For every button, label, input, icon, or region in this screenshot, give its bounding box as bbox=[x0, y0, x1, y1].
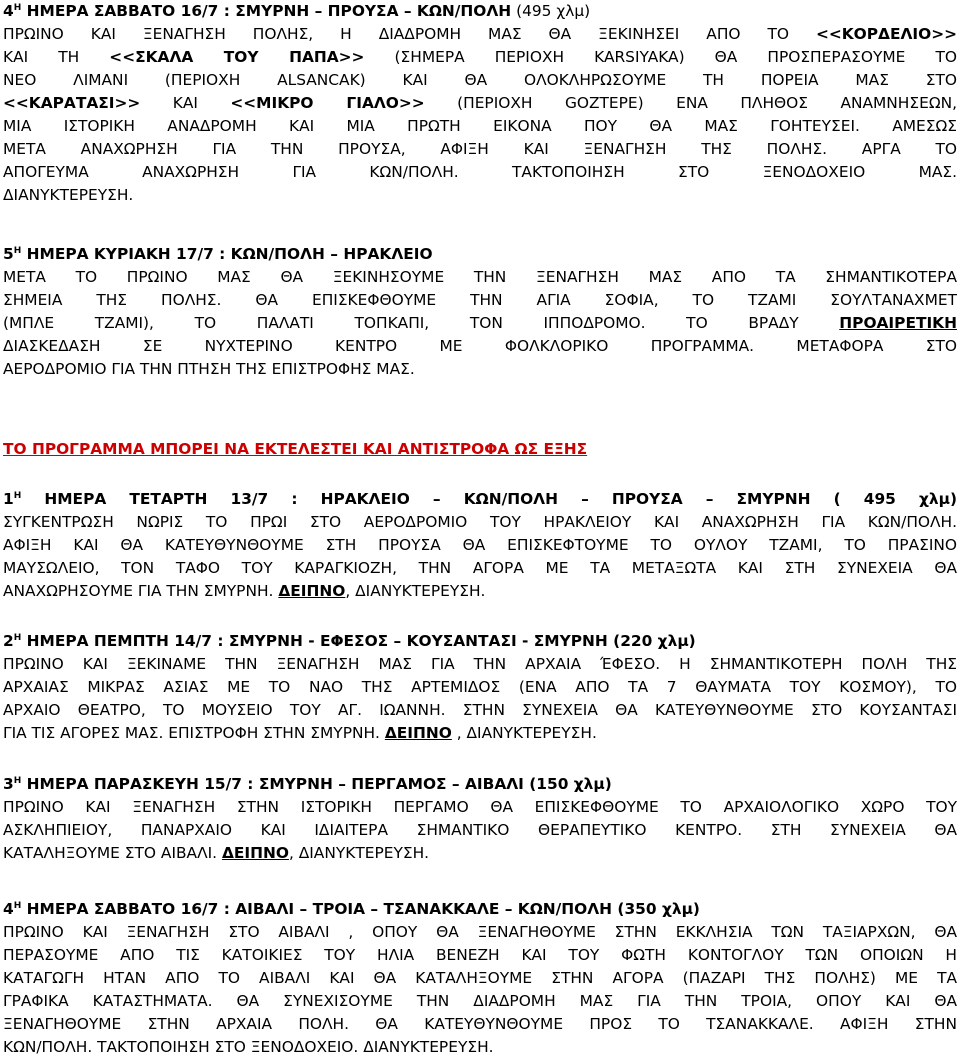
day4-line-8: ΔΙΑΝΥΚΤΕΡΕΥΣΗ. bbox=[3, 186, 134, 204]
reverse-day1-line-3: ΜΑΥΣΩΛΕΙΟ, ΤΟΝ ΤΑΦΟ ΤΟΥ ΚΑΡΑΓΚΙΟΖΗ, ΤΗΝ ΑΓΟΡΑ ΜΕ ΤΑ ΜΕΤΑΞΩΤΑ ΚΑΙ ΣΤΗ ΣΥΝΕΧΕΙΑ ΘΑ bbox=[3, 559, 957, 577]
reverse-notice: ΤΟ ΠΡΟΓΡΑΜΜΑ ΜΠΟΡΕΙ ΝΑ ΕΚΤΕΛΕΣΤΕΙ ΚΑΙ ΑΝΤΙΣΤΡΟΦΑ ΩΣ ΕΞΗΣ bbox=[3, 440, 588, 458]
reverse-notice-section bbox=[3, 438, 957, 461]
reverse-day4-line-2: ΠΕΡΑΣΟΥΜΕ ΑΠΟ ΤΙΣ ΚΑΤΟΙΚΙΕΣ ΤΟΥ ΗΛΙΑ ΒΕΝΕΖΗ ΚΑΙ ΤΟΥ ΦΩΤΗ ΚΟΝΤΟΓΛΟΥ ΤΩΝ ΟΠΟΙΩΝ Η bbox=[3, 946, 957, 964]
reverse-day4-line-4: ΓΡΑΦΙΚΑ ΚΑΤΑΣΤΗΜΑΤΑ. ΘΑ ΣΥΝΕΧΙΣΟΥΜΕ ΤΗΝ ΔΙΑΔΡΟΜΗ ΜΑΣ ΓΙΑ ΤΗΝ ΤΡΟΙΑ, ΟΠΟΥ ΚΑΙ ΘΑ bbox=[3, 992, 957, 1010]
day4-line-1: ΠΡΩΙΝΟ ΚΑΙ ΞΕΝΑΓΗΣΗ ΠΟΛΗΣ, Η ΔΙΑΔΡΟΜΗ ΜΑΣ ΘΑ ΞΕΚΙΝΗΣΕΙ ΑΠΟ ΤΟ <<ΚΟΡΔΕΛΙΟ>> bbox=[3, 25, 957, 43]
day5-line-2: ΣΗΜΕΙΑ ΤΗΣ ΠΟΛΗΣ. ΘΑ ΕΠΙΣΚΕΦΘΟΥΜΕ ΤΗΝ ΑΓΙΑ ΣΟΦΙΑ, ΤΟ ΤΖΑΜΙ ΣΟΥΛΤΑΝΑΧΜΕΤ bbox=[3, 291, 957, 309]
day4-line-7: ΑΠΟΓΕΥΜΑ ΑΝΑΧΩΡΗΣΗ ΓΙΑ ΚΩΝ/ΠΟΛΗ. ΤΑΚΤΟΠΟΙΗΣΗ ΣΤΟ ΞΕΝΟΔΟΧΕΙΟ ΜΑΣ. bbox=[3, 163, 957, 181]
reverse-day2-heading: $2^H$ ΗΜΕΡΑ ΠΕΜΠΤΗ 14/7 : ΣΜΥΡΝΗ - ΕΦΕΣΟΣ – ΚΟΥΣΑΝΤΑΣΙ - ΣΜΥΡΝΗ (220 χλμ) bbox=[3, 632, 696, 650]
day4-line-2: ΚΑΙ ΤΗ <<ΣΚΑΛΑ ΤΟΥ ΠΑΠΑ>> (ΣΗΜΕΡΑ ΠΕΡΙΟΧΗ KARSIYAKA) ΘΑ ΠΡΟΣΠΕΡΑΣΟΥΜΕ ΤΟ bbox=[3, 48, 957, 66]
reverse-day4-line-1: ΠΡΩΙΝΟ ΚΑΙ ΞΕΝΑΓΗΣΗ ΣΤΟ ΑΙΒΑΛΙ , ΟΠΟΥ ΘΑ ΞΕΝΑΓΗΘΟΥΜΕ ΣΤΗΝ ΕΚΚΛΗΣΙΑ ΤΩΝ ΤΑΞΙΑΡΧΩΝ, ΘΑ bbox=[3, 923, 957, 941]
reverse-day4-heading: $4^H$ ΗΜΕΡΑ ΣΑΒΒΑΤΟ 16/7 : ΑΙΒΑΛΙ – ΤΡΟΙΑ – ΤΣΑΝΑΚΚΑΛΕ – ΚΩΝ/ΠΟΛΗ (350 χλμ) bbox=[3, 900, 700, 918]
day5-line-4: ΔΙΑΣΚΕΔΑΣΗ ΣΕ ΝΥΧΤΕΡΙΝΟ ΚΕΝΤΡΟ ΜΕ ΦΟΛΚΛΟΡΙΚΟ ΠΡΟΓΡΑΜΜΑ. ΜΕΤΑΦΟΡΑ ΣΤΟ bbox=[3, 337, 957, 355]
reverse-day4-line-6: ΚΩΝ/ΠΟΛΗ. ΤΑΚΤΟΠΟΙΗΣΗ ΣΤΟ ΞΕΝΟΔΟΧΕΙΟ. ΔΙΑΝΥΚΤΕΡΕΥΣΗ. bbox=[3, 1038, 494, 1056]
reverse-day4-line-5: ΞΕΝΑΓΗΘΟΥΜΕ ΣΤΗΝ ΑΡΧΑΙΑ ΠΟΛΗ. ΘΑ ΚΑΤΕΥΘΥΝΘΟΥΜΕ ΠΡΟΣ ΤΟ ΤΣΑΝΑΚΚΑΛΕ. ΑΦΙΞΗ ΣΤΗΝ bbox=[3, 1015, 957, 1033]
day5-line-3: (ΜΠΛΕ ΤΖΑΜΙ), ΤΟ ΠΑΛΑΤΙ ΤΟΠΚΑΠΙ, ΤΟΝ ΙΠΠΟΔΡΟΜΟ. ΤΟ ΒΡΑΔΥ ΠΡΟΑΙΡΕΤΙΚΗ bbox=[3, 314, 957, 332]
reverse-day1-line-4: ΑΝΑΧΩΡΗΣΟΥΜΕ ΓΙΑ ΤΗΝ ΣΜΥΡΝΗ. ΔΕΙΠΝΟ, ΔΙΑΝΥΚΤΕΡΕΥΣΗ. bbox=[3, 582, 486, 600]
reverse-day4-section bbox=[3, 898, 957, 1059]
reverse-day1-line-1: ΣΥΓΚΕΝΤΡΩΣΗ ΝΩΡΙΣ ΤΟ ΠΡΩΙ ΣΤΟ ΑΕΡΟΔΡΟΜΙΟ ΤΟΥ ΗΡΑΚΛΕΙΟΥ ΚΑΙ ΑΝΑΧΩΡΗΣΗ ΓΙΑ ΚΩΝ/ΠΟΛΗ. bbox=[3, 513, 957, 531]
reverse-day2-line-3: ΑΡΧΑΙΟ ΘΕΑΤΡΟ, ΤΟ ΜΟΥΣΕΙΟ ΤΟΥ ΑΓ. ΙΩΑΝΝΗ. ΣΤΗΝ ΣΥΝΕΧΕΙΑ ΘΑ ΚΑΤΕΥΘΥΝΘΟΥΜΕ ΣΤΟ ΚΟΥΣΑΝΤΑΣΙ bbox=[3, 701, 957, 719]
day5-line-5: ΑΕΡΟΔΡΟΜΙΟ ΓΙΑ ΤΗΝ ΠΤΗΣΗ ΤΗΣ ΕΠΙΣΤΡΟΦΗΣ ΜΑΣ. bbox=[3, 360, 415, 378]
reverse-day2-line-1: ΠΡΩΙΝΟ ΚΑΙ ΞΕΚΙΝΑΜΕ ΤΗΝ ΞΕΝΑΓΗΣΗ ΜΑΣ ΓΙΑ ΤΗΝ ΑΡΧΑΙΑ ΈΦΕΣΟ. Η ΣΗΜΑΝΤΙΚΟΤΕΡΗ ΠΟΛΗ ΤΗΣ bbox=[3, 655, 957, 673]
reverse-day3-line-2: ΑΣΚΛΗΠΙΕΙΟΥ, ΠΑΝΑΡΧΑΙΟ ΚΑΙ ΙΔΙΑΙΤΕΡΑ ΣΗΜΑΝΤΙΚΟ ΘΕΡΑΠΕΥΤΙΚΟ ΚΕΝΤΡΟ. ΣΤΗ ΣΥΝΕΧΕΙΑ ΘΑ bbox=[3, 821, 957, 839]
day4-line-3: ΝΕΟ ΛΙΜΑΝΙ (ΠΕΡΙΟΧΗ ALSANCAK) ΚΑΙ ΘΑ ΟΛΟΚΛΗΡΩΣΟΥΜΕ ΤΗ ΠΟΡΕΙΑ ΜΑΣ ΣΤΟ bbox=[3, 71, 957, 89]
day4-section bbox=[3, 0, 957, 207]
day5-section bbox=[3, 243, 957, 381]
reverse-day2-line-4: ΓΙΑ ΤΙΣ ΑΓΟΡΕΣ ΜΑΣ. ΕΠΙΣΤΡΟΦΗ ΣΤΗΝ ΣΜΥΡΝΗ. ΔΕΙΠΝΟ , ΔΙΑΝΥΚΤΕΡΕΥΣΗ. bbox=[3, 724, 597, 742]
day4-line-4: <<ΚΑΡΑΤΑΣΙ>> ΚΑΙ <<ΜΙΚΡΟ ΓΙΑΛΟ>> (ΠΕΡΙΟΧΗ GOZTEPE) ΕΝΑ ΠΛΗΘΟΣ ΑΝΑΜΝΗΣΕΩΝ, bbox=[3, 94, 957, 112]
reverse-day2-line-2: ΑΡΧΑΙΑΣ ΜΙΚΡΑΣ ΑΣΙΑΣ ΜΕ ΤΟ ΝΑΟ ΤΗΣ ΑΡΤΕΜΙΔΟΣ (ΕΝΑ ΑΠΟ ΤΑ 7 ΘΑΥΜΑΤΑ ΤΟΥ ΚΟΣΜΟΥ), ΤΟ bbox=[3, 678, 957, 696]
reverse-day3-line-1: ΠΡΩΙΝΟ ΚΑΙ ΞΕΝΑΓΗΣΗ ΣΤΗΝ ΙΣΤΟΡΙΚΗ ΠΕΡΓΑΜΟ ΘΑ ΕΠΙΣΚΕΦΘΟΥΜΕ ΤΟ ΑΡΧΑΙΟΛΟΓΙΚΟ ΧΩΡΟ ΤΟΥ bbox=[3, 798, 957, 816]
reverse-day3-line-3: ΚΑΤΑΛΗΞΟΥΜΕ ΣΤΟ ΑΙΒΑΛΙ. ΔΕΙΠΝΟ, ΔΙΑΝΥΚΤΕΡΕΥΣΗ. bbox=[3, 844, 430, 862]
day4-line-6: ΜΕΤΑ ΑΝΑΧΩΡΗΣΗ ΓΙΑ ΤΗΝ ΠΡΟΥΣΑ, ΑΦΙΞΗ ΚΑΙ ΞΕΝΑΓΗΣΗ ΤΗΣ ΠΟΛΗΣ. ΑΡΓΑ ΤΟ bbox=[3, 140, 957, 158]
reverse-day1-line-2: ΑΦΙΞΗ ΚΑΙ ΘΑ ΚΑΤΕΥΘΥΝΘΟΥΜΕ ΣΤΗ ΠΡΟΥΣΑ ΘΑ ΕΠΙΣΚΕΦΤΟΥΜΕ ΤΟ ΟΥΛΟΥ ΤΖΑΜΙ, ΤΟ ΠΡΑΣΙΝΟ bbox=[3, 536, 957, 554]
day4-heading: $4^H$ ΗΜΕΡΑ ΣΑΒΒΑΤΟ 16/7 : ΣΜΥΡΝΗ – ΠΡΟΥΣΑ – ΚΩΝ/ΠΟΛΗ (495 χλμ) bbox=[3, 2, 591, 20]
day5-line-1: ΜΕΤΑ ΤΟ ΠΡΩΙΝΟ ΜΑΣ ΘΑ ΞΕΚΙΝΗΣΟΥΜΕ ΤΗΝ ΞΕΝΑΓΗΣΗ ΜΑΣ ΑΠΟ ΤΑ ΣΗΜΑΝΤΙΚΟΤΕΡΑ bbox=[3, 268, 957, 286]
day5-heading: $5^H$ ΗΜΕΡΑ ΚΥΡΙΑΚΗ 17/7 : ΚΩΝ/ΠΟΛΗ – ΗΡΑΚΛΕΙΟ bbox=[3, 245, 433, 263]
reverse-day4-line-3: ΚΑΤΑΓΩΓΗ ΗΤΑΝ ΑΠΟ ΤΟ ΑΙΒΑΛΙ ΚΑΙ ΘΑ ΚΑΤΑΛΗΞΟΥΜΕ ΣΤΗΝ ΑΓΟΡΑ (ΠΑΖΑΡΙ ΤΗΣ ΠΟΛΗΣ) ΜΕ ΤΑ bbox=[3, 969, 957, 987]
reverse-day3-section bbox=[3, 773, 957, 865]
reverse-day3-heading: $3^H$ ΗΜΕΡΑ ΠΑΡΑΣΚΕΥΗ 15/7 : ΣΜΥΡΝΗ – ΠΕΡΓΑΜΟΣ – ΑΙΒΑΛΙ (150 χλμ) bbox=[3, 775, 612, 793]
reverse-day1-section bbox=[3, 488, 957, 603]
reverse-day1-heading: $1^H$ ΗΜΕΡΑ ΤΕΤΑΡΤΗ 13/7 : ΗΡΑΚΛΕΙΟ – ΚΩΝ/ΠΟΛΗ – ΠΡΟΥΣΑ – ΣΜΥΡΝΗ ( 495 χλμ) bbox=[3, 490, 957, 508]
reverse-day2-section bbox=[3, 630, 957, 745]
day4-line-5: ΜΙΑ ΙΣΤΟΡΙΚΗ ΑΝΑΔΡΟΜΗ ΚΑΙ ΜΙΑ ΠΡΩΤΗ ΕΙΚΟΝΑ ΠΟΥ ΘΑ ΜΑΣ ΓΟΗΤΕΥΣΕΙ. ΑΜΕΣΩΣ bbox=[3, 117, 957, 135]
